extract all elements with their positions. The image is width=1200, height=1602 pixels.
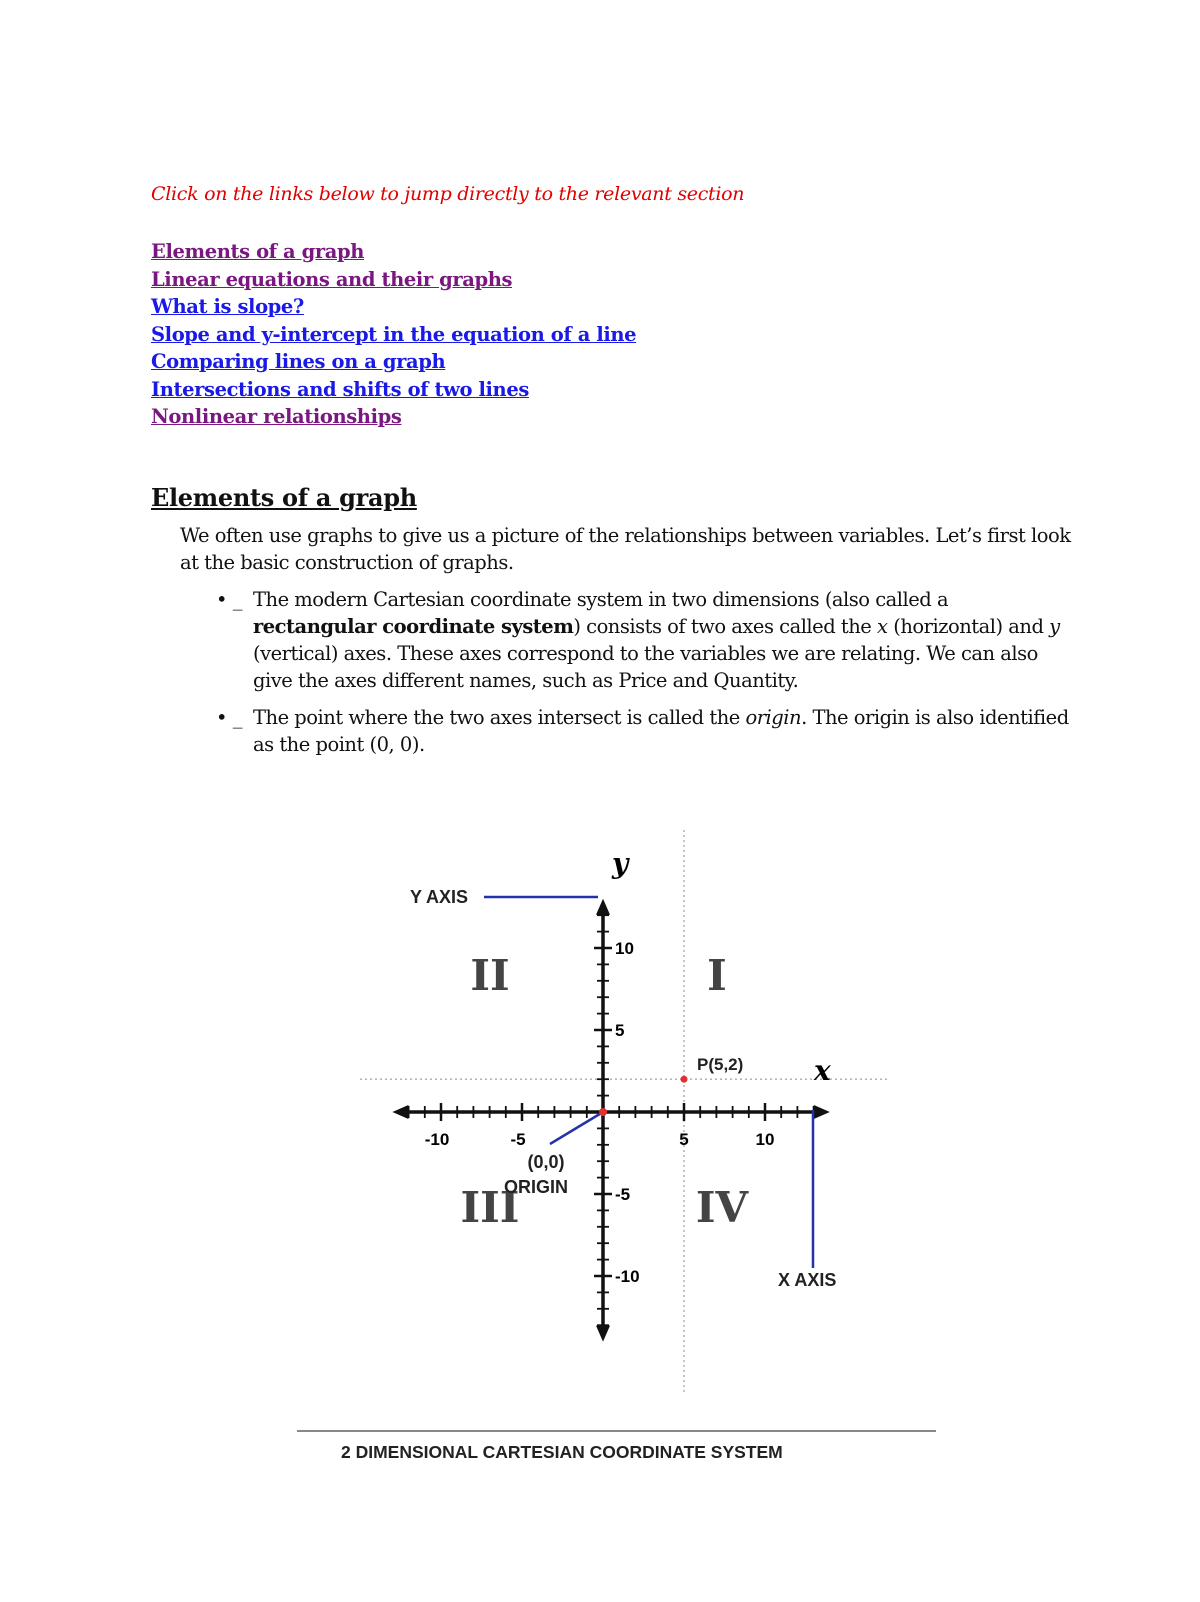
quadrant-iv-label: IV <box>695 1183 749 1232</box>
bullet-italic-term: origin <box>745 706 802 729</box>
figure-caption: 2 DIMENSIONAL CARTESIAN COORDINATE SYSTEM <box>341 1442 783 1462</box>
bullet-bold-term: rectangular coordinate system <box>253 615 574 638</box>
y-tick-label: 5 <box>615 1021 625 1040</box>
origin-coords-label: (0,0) <box>527 1152 565 1172</box>
x-tick-label: 5 <box>679 1130 689 1149</box>
section-heading: Elements of a graph <box>151 483 417 512</box>
x-axis-callout-label: X AXIS <box>778 1270 837 1290</box>
y-tick-label: -10 <box>615 1267 640 1286</box>
y-tick-label: -5 <box>615 1185 631 1204</box>
bullet-text: (horizontal) and <box>887 615 1050 638</box>
toc-link-what-is-slope[interactable]: What is slope? <box>151 295 304 318</box>
y-axis-arrow-up <box>596 899 610 915</box>
x-tick-label: -5 <box>510 1130 526 1149</box>
y-axis-symbol: y <box>612 847 629 880</box>
toc-link-comparing-lines[interactable]: Comparing lines on a graph <box>151 350 446 373</box>
x-axis-symbol: x <box>814 1054 831 1087</box>
y-axis-arrow-down <box>596 1326 610 1342</box>
origin-point <box>599 1108 607 1116</box>
toc-link-slope-and-intercept[interactable]: Slope and y-intercept in the equation of a line <box>151 322 637 346</box>
bullet-text: The modern Cartesian coordinate system in two dimensions (also called a <box>253 588 949 611</box>
x-tick-label: -10 <box>424 1130 450 1149</box>
bullet-text: The point where the two axes intersect is called the <box>253 706 746 729</box>
bullet-text: . The origin is also identified as the point (0, 0). <box>253 706 1069 756</box>
point-p-marker <box>681 1076 688 1083</box>
minor-ticks <box>409 915 814 1325</box>
bullet-marker: • _ <box>216 706 242 729</box>
quadrant-iii-label: III <box>460 1183 520 1232</box>
bullet-text: ) consists of two axes called the <box>573 615 878 638</box>
x-tick-label: 10 <box>755 1130 775 1149</box>
jump-instruction: Click on the links below to jump directly to the relevant section <box>151 183 745 205</box>
bullet-italic-term: y <box>1049 615 1060 638</box>
figure-layer <box>297 830 936 1462</box>
point-p-label: P(5,2) <box>697 1055 744 1075</box>
toc-link-elements-of-a-graph[interactable]: Elements of a graph <box>151 240 365 263</box>
origin-callout-line <box>550 1112 603 1144</box>
toc-link-intersections-and-shifts[interactable]: Intersections and shifts of two lines <box>151 377 529 401</box>
quadrant-i-label: I <box>707 951 727 1000</box>
y-axis-callout-label: Y AXIS <box>410 887 469 907</box>
bullet-text: (vertical) axes. These axes correspond to the variables we are relating. We can also give the axes different names, such as Price and Quantity. <box>253 642 1038 692</box>
intro-paragraph: We often use graphs to give us a picture of the relationships between variables. Let’s first look at the basic construction of graphs. <box>180 524 1071 574</box>
toc-link-linear-equations[interactable]: Linear equations and their graphs <box>151 267 513 291</box>
toc-link-nonlinear-relationships[interactable]: Nonlinear relationships <box>151 405 402 428</box>
y-tick-label: 10 <box>615 939 634 958</box>
quadrant-ii-label: II <box>470 951 510 1000</box>
origin-label: ORIGIN <box>503 1177 569 1197</box>
bullet-marker: • _ <box>216 588 242 611</box>
bullet-italic-term: x <box>877 615 888 638</box>
x-axis-arrow-right <box>814 1105 830 1119</box>
x-axis-arrow-left <box>392 1105 408 1119</box>
